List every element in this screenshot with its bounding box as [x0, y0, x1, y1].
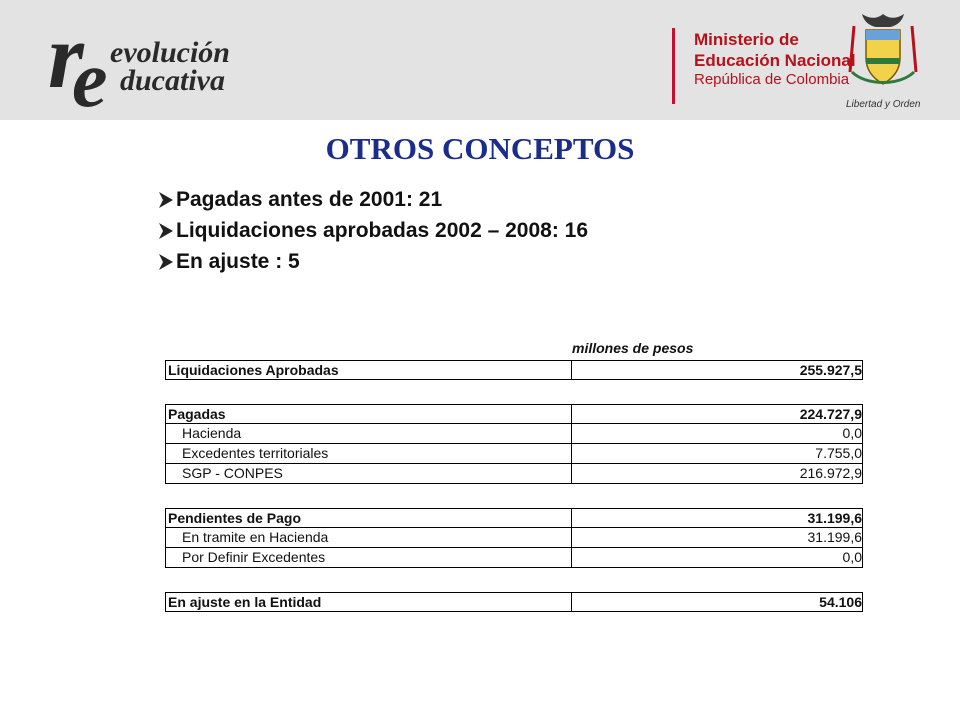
row-label: Por Definir Excedentes	[165, 548, 571, 568]
table-row	[165, 424, 863, 444]
motto-text: Libertad y Orden	[846, 99, 921, 110]
row-value: 31.199,6	[571, 508, 863, 528]
summary-table	[165, 360, 863, 612]
bullet-list	[158, 184, 588, 277]
table-row	[165, 360, 863, 380]
row-value: 54.106	[571, 592, 863, 612]
header-banner	[0, 0, 960, 124]
page-title: OTROS CONCEPTOS	[325, 131, 635, 166]
row-label: En ajuste en la Entidad	[165, 592, 571, 612]
bullet-text: Liquidaciones aprobadas 2002 – 2008: 16	[176, 218, 589, 242]
row-label: Hacienda	[165, 424, 571, 444]
row-value: 0,0	[571, 548, 863, 568]
table-row	[165, 592, 863, 612]
table-row	[165, 508, 863, 528]
revolucion-educativa-logo	[48, 5, 298, 124]
row-value: 255.927,5	[571, 360, 863, 380]
table-row	[165, 464, 863, 484]
table-row	[165, 404, 863, 424]
ministry-line-3: República de Colombia	[694, 71, 850, 89]
bullet-item	[158, 215, 588, 246]
row-label: SGP - CONPES	[165, 464, 571, 484]
table-spacer	[165, 568, 863, 592]
row-label: Pendientes de Pago	[165, 508, 571, 528]
bullet-text: En ajuste : 5	[176, 249, 300, 273]
table-row	[165, 528, 863, 548]
logo-line-2: ducativa	[120, 64, 225, 97]
arrow-bullet-icon	[158, 191, 174, 209]
arrow-bullet-icon	[158, 253, 174, 271]
table-unit-label: millones de pesos	[572, 340, 694, 356]
logo-letter-r: r	[48, 5, 84, 107]
row-value: 224.727,9	[571, 404, 863, 424]
ministry-line-2: Educación Nacional	[694, 50, 856, 70]
logo-letter-e: e	[72, 36, 108, 124]
header-divider	[672, 28, 675, 104]
row-label: En tramite en Hacienda	[165, 528, 571, 548]
row-value: 216.972,9	[571, 464, 863, 484]
table-spacer	[165, 484, 863, 508]
row-value: 31.199,6	[571, 528, 863, 548]
bullet-item	[158, 246, 588, 277]
row-label: Excedentes territoriales	[165, 444, 571, 464]
bullet-text: Pagadas antes de 2001: 21	[176, 187, 443, 211]
arrow-bullet-icon	[158, 222, 174, 240]
table-row	[165, 548, 863, 568]
row-label: Pagadas	[165, 404, 571, 424]
row-value: 7.755,0	[571, 444, 863, 464]
bullet-item	[158, 184, 588, 215]
coat-of-arms-icon	[846, 12, 920, 92]
table-spacer	[165, 380, 863, 404]
row-value: 0,0	[571, 424, 863, 444]
logo-line-1: evolución	[110, 36, 230, 69]
row-label: Liquidaciones Aprobadas	[165, 360, 571, 380]
ministry-name	[694, 30, 856, 90]
table-row	[165, 444, 863, 464]
ministry-line-1: Ministerio de	[694, 30, 799, 49]
